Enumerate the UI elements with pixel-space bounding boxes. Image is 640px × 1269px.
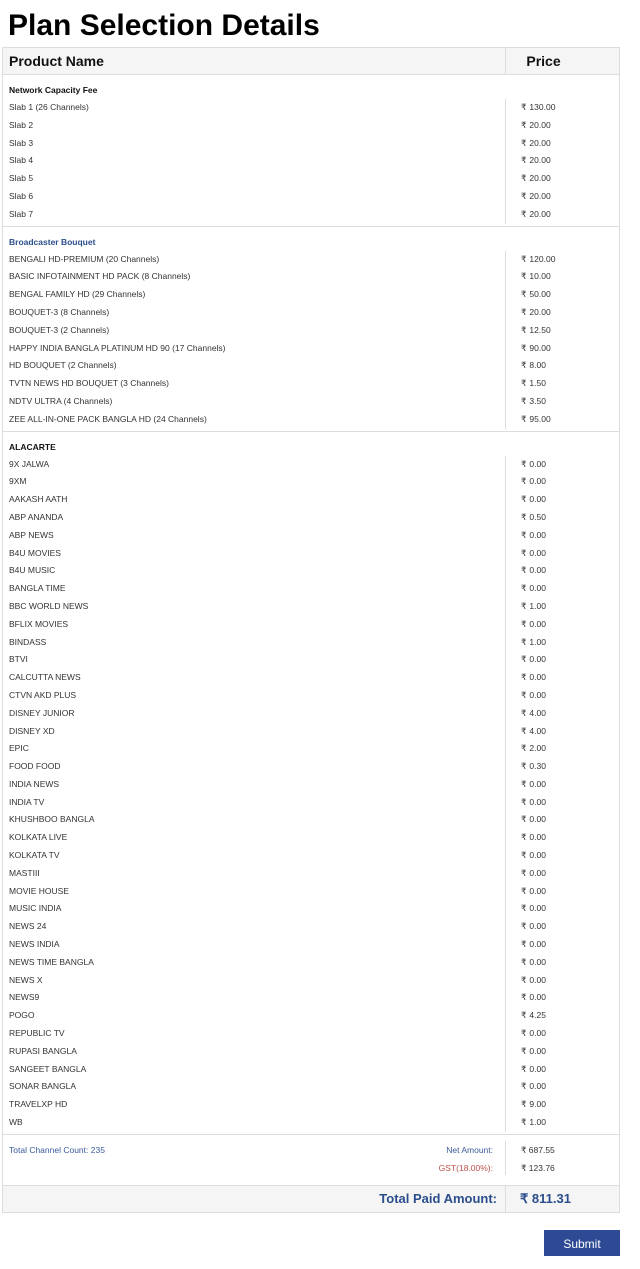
net-amount-value: ₹ 687.55 <box>521 1144 555 1155</box>
table-row <box>3 740 619 758</box>
summary-block <box>3 1135 619 1186</box>
price-value: 0.00 <box>529 921 546 932</box>
product-price <box>506 616 619 634</box>
product-price <box>506 776 619 794</box>
product-name: TVTN NEWS HD BOUQUET (3 Channels) <box>3 375 506 393</box>
table-row <box>3 545 619 563</box>
price-value: 0.00 <box>529 672 546 683</box>
price-value: 4.25 <box>529 1010 546 1021</box>
product-price <box>506 268 619 286</box>
table-row <box>3 1078 619 1096</box>
rupee-icon: ₹ <box>521 778 527 789</box>
rupee-icon: ₹ <box>521 618 527 629</box>
product-name: DISNEY XD <box>3 723 506 741</box>
table-row <box>3 99 619 117</box>
table-row <box>3 340 619 358</box>
product-name: Slab 6 <box>3 188 506 206</box>
table-body <box>3 75 619 1135</box>
product-name: Slab 5 <box>3 170 506 188</box>
product-price <box>506 188 619 206</box>
rupee-icon: ₹ <box>521 476 527 487</box>
product-price <box>506 580 619 598</box>
table-row <box>3 268 619 286</box>
table-row <box>3 669 619 687</box>
product-price <box>506 1114 619 1132</box>
price-value: 10.00 <box>529 271 551 282</box>
product-price <box>506 206 619 224</box>
rupee-icon: ₹ <box>521 600 527 611</box>
product-price <box>506 723 619 741</box>
product-name: MUSIC INDIA <box>3 900 506 918</box>
product-name: NEWS 24 <box>3 918 506 936</box>
rupee-icon: ₹ <box>521 903 527 914</box>
rupee-icon: ₹ <box>521 672 527 683</box>
product-name: BANGLA TIME <box>3 580 506 598</box>
price-value: 0.00 <box>529 476 546 487</box>
price-value: 0.00 <box>529 1045 546 1056</box>
price-value: 0.00 <box>529 885 546 896</box>
product-name: SONAR BANGLA <box>3 1078 506 1096</box>
product-name: INDIA TV <box>3 794 506 812</box>
table-row <box>3 794 619 812</box>
product-price <box>506 1043 619 1061</box>
table-row <box>3 847 619 865</box>
table-row <box>3 456 619 474</box>
rupee-icon: ₹ <box>521 208 527 219</box>
price-value: 0.00 <box>529 529 546 540</box>
price-value: 0.00 <box>529 832 546 843</box>
price-value: 95.00 <box>529 413 551 424</box>
price-value: 0.00 <box>529 618 546 629</box>
product-name: SANGEET BANGLA <box>3 1061 506 1079</box>
table-row <box>3 304 619 322</box>
table-header <box>3 48 619 75</box>
product-price <box>506 509 619 527</box>
table-row <box>3 936 619 954</box>
table-row <box>3 117 619 135</box>
rupee-icon: ₹ <box>521 636 527 647</box>
table-row <box>3 705 619 723</box>
product-price <box>506 251 619 269</box>
price-value: 20.00 <box>529 155 551 166</box>
table-row <box>3 900 619 918</box>
product-name: 9X JALWA <box>3 456 506 474</box>
table-row <box>3 375 619 393</box>
product-name: EPIC <box>3 740 506 758</box>
product-name: INDIA NEWS <box>3 776 506 794</box>
price-value: 20.00 <box>529 306 551 317</box>
product-name: Slab 3 <box>3 135 506 153</box>
table-row <box>3 829 619 847</box>
product-name: BFLIX MOVIES <box>3 616 506 634</box>
price-value: 1.00 <box>529 636 546 647</box>
price-value: 20.00 <box>529 208 551 219</box>
table-row <box>3 580 619 598</box>
product-name: Slab 7 <box>3 206 506 224</box>
table-row <box>3 170 619 188</box>
product-name: BOUQUET-3 (8 Channels) <box>3 304 506 322</box>
product-name: BINDASS <box>3 634 506 652</box>
rupee-icon: ₹ <box>521 939 527 950</box>
product-price <box>506 1025 619 1043</box>
price-value: 0.00 <box>529 814 546 825</box>
table-row <box>3 865 619 883</box>
rupee-icon: ₹ <box>521 1063 527 1074</box>
product-price <box>506 687 619 705</box>
table-row <box>3 491 619 509</box>
product-price <box>506 1096 619 1114</box>
price-value: 0.00 <box>529 903 546 914</box>
product-name: NEWS X <box>3 972 506 990</box>
price-value: 0.00 <box>529 689 546 700</box>
product-name: B4U MOVIES <box>3 545 506 563</box>
price-value: 50.00 <box>529 289 551 300</box>
price-value: 130.00 <box>529 102 556 112</box>
table-row <box>3 1061 619 1079</box>
rupee-icon: ₹ <box>521 689 527 700</box>
rupee-icon: ₹ <box>521 342 527 353</box>
product-name: POGO <box>3 1007 506 1025</box>
product-price <box>506 936 619 954</box>
product-price <box>506 456 619 474</box>
product-price <box>506 411 619 429</box>
table-row <box>3 1096 619 1114</box>
table-row <box>3 598 619 616</box>
product-price <box>506 99 619 117</box>
product-name: WB <box>3 1114 506 1132</box>
total-paid-value: ₹ 811.31 <box>520 1190 571 1206</box>
product-name: HD BOUQUET (2 Channels) <box>3 357 506 375</box>
rupee-icon: ₹ <box>521 190 527 201</box>
price-value: 0.00 <box>529 458 546 469</box>
product-name: CALCUTTA NEWS <box>3 669 506 687</box>
table-section <box>3 432 619 1135</box>
price-value: 0.00 <box>529 867 546 878</box>
price-value: 90.00 <box>529 342 551 353</box>
table-row <box>3 1007 619 1025</box>
price-value: 20.00 <box>529 173 551 184</box>
table-row <box>3 1025 619 1043</box>
product-name: FOOD FOOD <box>3 758 506 776</box>
rupee-icon: ₹ <box>521 413 527 424</box>
table-row <box>3 206 619 224</box>
product-price <box>506 322 619 340</box>
rupee-icon: ₹ <box>521 289 527 300</box>
product-name: RUPASI BANGLA <box>3 1043 506 1061</box>
product-price <box>506 170 619 188</box>
product-price <box>506 794 619 812</box>
rupee-icon: ₹ <box>521 867 527 878</box>
product-name: BTVI <box>3 651 506 669</box>
product-price <box>506 1061 619 1079</box>
price-value: 1.50 <box>529 378 546 389</box>
product-name: BOUQUET-3 (2 Channels) <box>3 322 506 340</box>
rupee-icon: ₹ <box>521 360 527 371</box>
product-price <box>506 286 619 304</box>
product-price <box>506 545 619 563</box>
rupee-icon: ₹ <box>521 511 527 522</box>
rupee-icon: ₹ <box>521 1099 527 1110</box>
rupee-icon: ₹ <box>521 119 527 130</box>
product-name: DISNEY JUNIOR <box>3 705 506 723</box>
rupee-icon: ₹ <box>521 885 527 896</box>
price-value: 0.00 <box>529 583 546 594</box>
header-price: Price <box>526 53 561 69</box>
price-value: 3.50 <box>529 395 546 406</box>
product-name: ABP NEWS <box>3 527 506 545</box>
product-price <box>506 811 619 829</box>
product-name: NDTV ULTRA (4 Channels) <box>3 393 506 411</box>
table-row <box>3 562 619 580</box>
product-price <box>506 740 619 758</box>
price-value: 0.00 <box>529 850 546 861</box>
table-row <box>3 1114 619 1132</box>
product-price <box>506 473 619 491</box>
rupee-icon: ₹ <box>521 583 527 594</box>
price-value: 0.00 <box>529 796 546 807</box>
product-name: CTVN AKD PLUS <box>3 687 506 705</box>
product-price <box>506 491 619 509</box>
price-value: 1.00 <box>529 1117 546 1128</box>
price-value: 0.00 <box>529 939 546 950</box>
total-channel-count: Total Channel Count: 235 <box>9 1144 105 1155</box>
gst-amount-value: ₹ 123.76 <box>521 1162 555 1173</box>
rupee-icon: ₹ <box>521 725 527 736</box>
rupee-icon: ₹ <box>521 1081 527 1092</box>
product-price <box>506 562 619 580</box>
table-row <box>3 152 619 170</box>
price-value: 8.00 <box>529 360 546 371</box>
product-price <box>506 883 619 901</box>
table-row <box>3 527 619 545</box>
price-value: 0.00 <box>529 1063 546 1074</box>
product-name: MASTIII <box>3 865 506 883</box>
product-price <box>506 918 619 936</box>
table-row <box>3 473 619 491</box>
price-value: 0.00 <box>529 992 546 1003</box>
product-price <box>506 304 619 322</box>
table-row <box>3 357 619 375</box>
rupee-icon: ₹ <box>521 992 527 1003</box>
rupee-icon: ₹ <box>521 974 527 985</box>
product-price <box>506 651 619 669</box>
table-row <box>3 634 619 652</box>
product-price <box>506 1078 619 1096</box>
price-value: 0.00 <box>529 494 546 505</box>
table-row <box>3 989 619 1007</box>
product-price <box>506 847 619 865</box>
product-price <box>506 758 619 776</box>
rupee-icon: ₹ <box>521 814 527 825</box>
rupee-icon: ₹ <box>521 271 527 282</box>
product-name: B4U MUSIC <box>3 562 506 580</box>
rupee-icon: ₹ <box>521 547 527 558</box>
table-row <box>3 687 619 705</box>
rupee-icon: ₹ <box>521 102 527 112</box>
rupee-icon: ₹ <box>521 253 527 264</box>
total-row <box>3 1186 619 1212</box>
table-row <box>3 972 619 990</box>
gst-label: GST(18.00%): <box>438 1162 493 1173</box>
rupee-icon: ₹ <box>521 458 527 469</box>
product-price <box>506 989 619 1007</box>
price-value: 0.00 <box>529 778 546 789</box>
price-value: 0.00 <box>529 1028 546 1039</box>
product-price <box>506 527 619 545</box>
price-value: 4.00 <box>529 707 546 718</box>
product-name: ABP ANANDA <box>3 509 506 527</box>
product-price <box>506 954 619 972</box>
rupee-icon: ₹ <box>521 832 527 843</box>
product-name: AAKASH AATH <box>3 491 506 509</box>
product-name: BENGAL FAMILY HD (29 Channels) <box>3 286 506 304</box>
table-row <box>3 758 619 776</box>
product-price <box>506 865 619 883</box>
submit-button[interactable]: Submit <box>544 1230 620 1256</box>
table-row <box>3 251 619 269</box>
product-name: Slab 2 <box>3 117 506 135</box>
product-name: REPUBLIC TV <box>3 1025 506 1043</box>
table-row <box>3 883 619 901</box>
price-value: 0.00 <box>529 654 546 665</box>
product-name: ZEE ALL-IN-ONE PACK BANGLA HD (24 Channels) <box>3 411 506 429</box>
product-price <box>506 634 619 652</box>
table-row <box>3 723 619 741</box>
rupee-icon: ₹ <box>521 761 527 772</box>
table-row <box>3 188 619 206</box>
price-value: 1.00 <box>529 600 546 611</box>
product-name: KOLKATA TV <box>3 847 506 865</box>
table-row <box>3 918 619 936</box>
section-title: Network Capacity Fee <box>9 85 98 95</box>
product-price <box>506 117 619 135</box>
table-row <box>3 135 619 153</box>
product-price <box>506 152 619 170</box>
product-name: BBC WORLD NEWS <box>3 598 506 616</box>
product-name: MOVIE HOUSE <box>3 883 506 901</box>
product-name: KHUSHBOO BANGLA <box>3 811 506 829</box>
rupee-icon: ₹ <box>521 1045 527 1056</box>
price-value: 120.00 <box>529 253 556 264</box>
rupee-icon: ₹ <box>521 395 527 406</box>
price-value: 4.00 <box>529 725 546 736</box>
product-name: Slab 4 <box>3 152 506 170</box>
rupee-icon: ₹ <box>521 921 527 932</box>
product-price <box>506 598 619 616</box>
product-name: NEWS INDIA <box>3 936 506 954</box>
rupee-icon: ₹ <box>521 1117 527 1128</box>
price-value: 0.00 <box>529 547 546 558</box>
product-price <box>506 1007 619 1025</box>
price-value: 0.00 <box>529 565 546 576</box>
table-row <box>3 651 619 669</box>
rupee-icon: ₹ <box>521 494 527 505</box>
product-name: HAPPY INDIA BANGLA PLATINUM HD 90 (17 Channels) <box>3 340 506 358</box>
table-row <box>3 509 619 527</box>
price-value: 9.00 <box>529 1099 546 1110</box>
price-value: 12.50 <box>529 324 551 335</box>
table-row <box>3 393 619 411</box>
plan-table <box>2 47 620 1213</box>
price-value: 0.00 <box>529 956 546 967</box>
price-value: 0.00 <box>529 1081 546 1092</box>
net-amount-label: Net Amount: <box>446 1144 493 1155</box>
rupee-icon: ₹ <box>521 565 527 576</box>
product-name: Slab 1 (26 Channels) <box>3 99 506 117</box>
table-row <box>3 1043 619 1061</box>
table-row <box>3 811 619 829</box>
product-name: BENGALI HD-PREMIUM (20 Channels) <box>3 251 506 269</box>
rupee-icon: ₹ <box>521 1028 527 1039</box>
price-value: 2.00 <box>529 743 546 754</box>
product-price <box>506 900 619 918</box>
table-row <box>3 411 619 429</box>
rupee-icon: ₹ <box>521 137 527 148</box>
product-name: 9XM <box>3 473 506 491</box>
table-section <box>3 227 619 432</box>
header-product-name: Product Name <box>3 48 506 74</box>
price-value: 0.30 <box>529 761 546 772</box>
table-row <box>3 776 619 794</box>
table-row <box>3 954 619 972</box>
product-name: NEWS TIME BANGLA <box>3 954 506 972</box>
product-price <box>506 135 619 153</box>
product-price <box>506 375 619 393</box>
price-value: 20.00 <box>529 137 551 148</box>
product-price <box>506 829 619 847</box>
rupee-icon: ₹ <box>521 654 527 665</box>
section-title: Broadcaster Bouquet <box>9 236 96 247</box>
product-price <box>506 357 619 375</box>
product-price <box>506 705 619 723</box>
table-row <box>3 286 619 304</box>
product-price <box>506 669 619 687</box>
section-title: ALACARTE <box>9 441 56 452</box>
rupee-icon: ₹ <box>521 378 527 389</box>
rupee-icon: ₹ <box>521 173 527 184</box>
page-title: Plan Selection Details <box>8 9 320 42</box>
table-row <box>3 322 619 340</box>
product-price <box>506 340 619 358</box>
product-price <box>506 972 619 990</box>
price-value: 0.50 <box>529 511 546 522</box>
product-name: NEWS9 <box>3 989 506 1007</box>
rupee-icon: ₹ <box>521 529 527 540</box>
rupee-icon: ₹ <box>521 850 527 861</box>
price-value: 0.00 <box>529 974 546 985</box>
rupee-icon: ₹ <box>521 956 527 967</box>
price-value: 20.00 <box>529 119 551 130</box>
rupee-icon: ₹ <box>521 707 527 718</box>
rupee-icon: ₹ <box>521 743 527 754</box>
rupee-icon: ₹ <box>521 155 527 166</box>
table-section <box>3 75 619 227</box>
total-paid-label: Total Paid Amount: <box>3 1186 506 1212</box>
product-name: TRAVELXP HD <box>3 1096 506 1114</box>
product-name: BASIC INFOTAINMENT HD PACK (8 Channels) <box>3 268 506 286</box>
rupee-icon: ₹ <box>521 796 527 807</box>
product-name: KOLKATA LIVE <box>3 829 506 847</box>
rupee-icon: ₹ <box>521 306 527 317</box>
rupee-icon: ₹ <box>521 324 527 335</box>
product-price <box>506 393 619 411</box>
price-value: 20.00 <box>529 190 551 201</box>
table-row <box>3 616 619 634</box>
rupee-icon: ₹ <box>521 1010 527 1021</box>
